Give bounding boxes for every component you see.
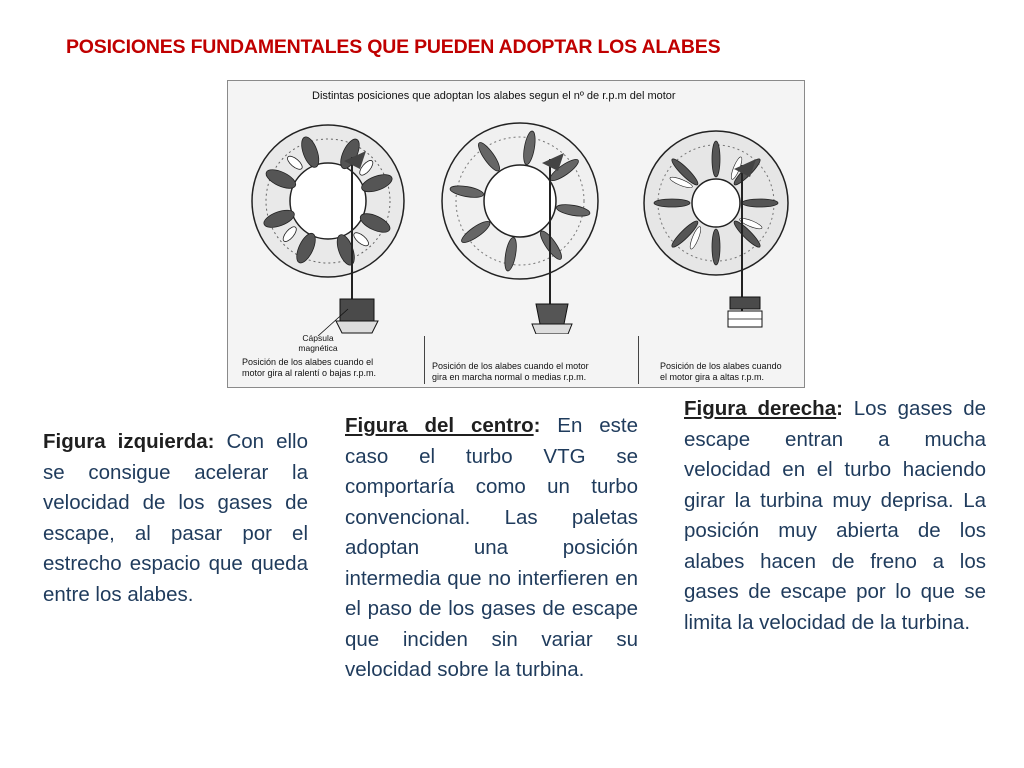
capsule-label: Cápsula magnética	[298, 333, 338, 353]
right-figure-heading-colon: :	[836, 397, 843, 420]
right-figure-description	[684, 394, 986, 638]
caption-low-rpm: Posición de los alabes cuando el motor gira al ralentí o bajas r.p.m.	[242, 357, 377, 378]
turbine-diagram-low-rpm	[248, 121, 418, 336]
panel-medium-rpm	[440, 119, 610, 334]
turbine-diagram-high-rpm	[636, 125, 806, 340]
right-figure-body: Los gases de escape entran a mucha velocidad en el turbo haciendo girar la turbina muy deprisa. La posición muy abierta de los alabes hacen de freno a los gases de escape por lo que se limita la velocidad de la turbina.	[684, 397, 986, 634]
figure-caption: Distintas posiciones que adoptan los alabes segun el nº de r.p.m del motor	[312, 90, 676, 102]
turbine-diagram-medium-rpm	[440, 119, 610, 334]
center-figure-body: En este caso el turbo VTG se comportaría como un turbo convencional. Las paletas adoptan una posición intermedia que no interfieren en el paso de los gases de escape que inciden sin variar su velocidad sobre la turbina.	[345, 414, 638, 681]
center-figure-description	[345, 411, 638, 686]
vane-positions-figure	[227, 80, 805, 388]
panel-high-rpm	[636, 125, 806, 340]
left-figure-heading: Figura izquierda:	[43, 430, 215, 453]
caption-medium-rpm: Posición de los alabes cuando el motor gira en marcha normal o medias r.p.m.	[432, 361, 589, 382]
slide-title: POSICIONES FUNDAMENTALES QUE PUEDEN ADOPTAR LOS ALABES	[66, 36, 721, 58]
panel-divider	[638, 336, 639, 384]
right-figure-heading: Figura derecha	[684, 397, 837, 420]
left-figure-body: Con ello se consigue acelerar la velocidad de los gases de escape, al pasar por el estrecho espacio que queda entre los alabes.	[43, 430, 308, 606]
caption-high-rpm: Posición de los alabes cuando el motor gira a altas r.p.m.	[660, 361, 782, 382]
center-figure-heading-colon: :	[533, 414, 541, 437]
left-figure-description	[43, 427, 308, 610]
center-figure-heading: Figura del centro	[345, 414, 534, 437]
panel-divider	[424, 336, 425, 384]
panel-low-rpm	[248, 121, 418, 353]
